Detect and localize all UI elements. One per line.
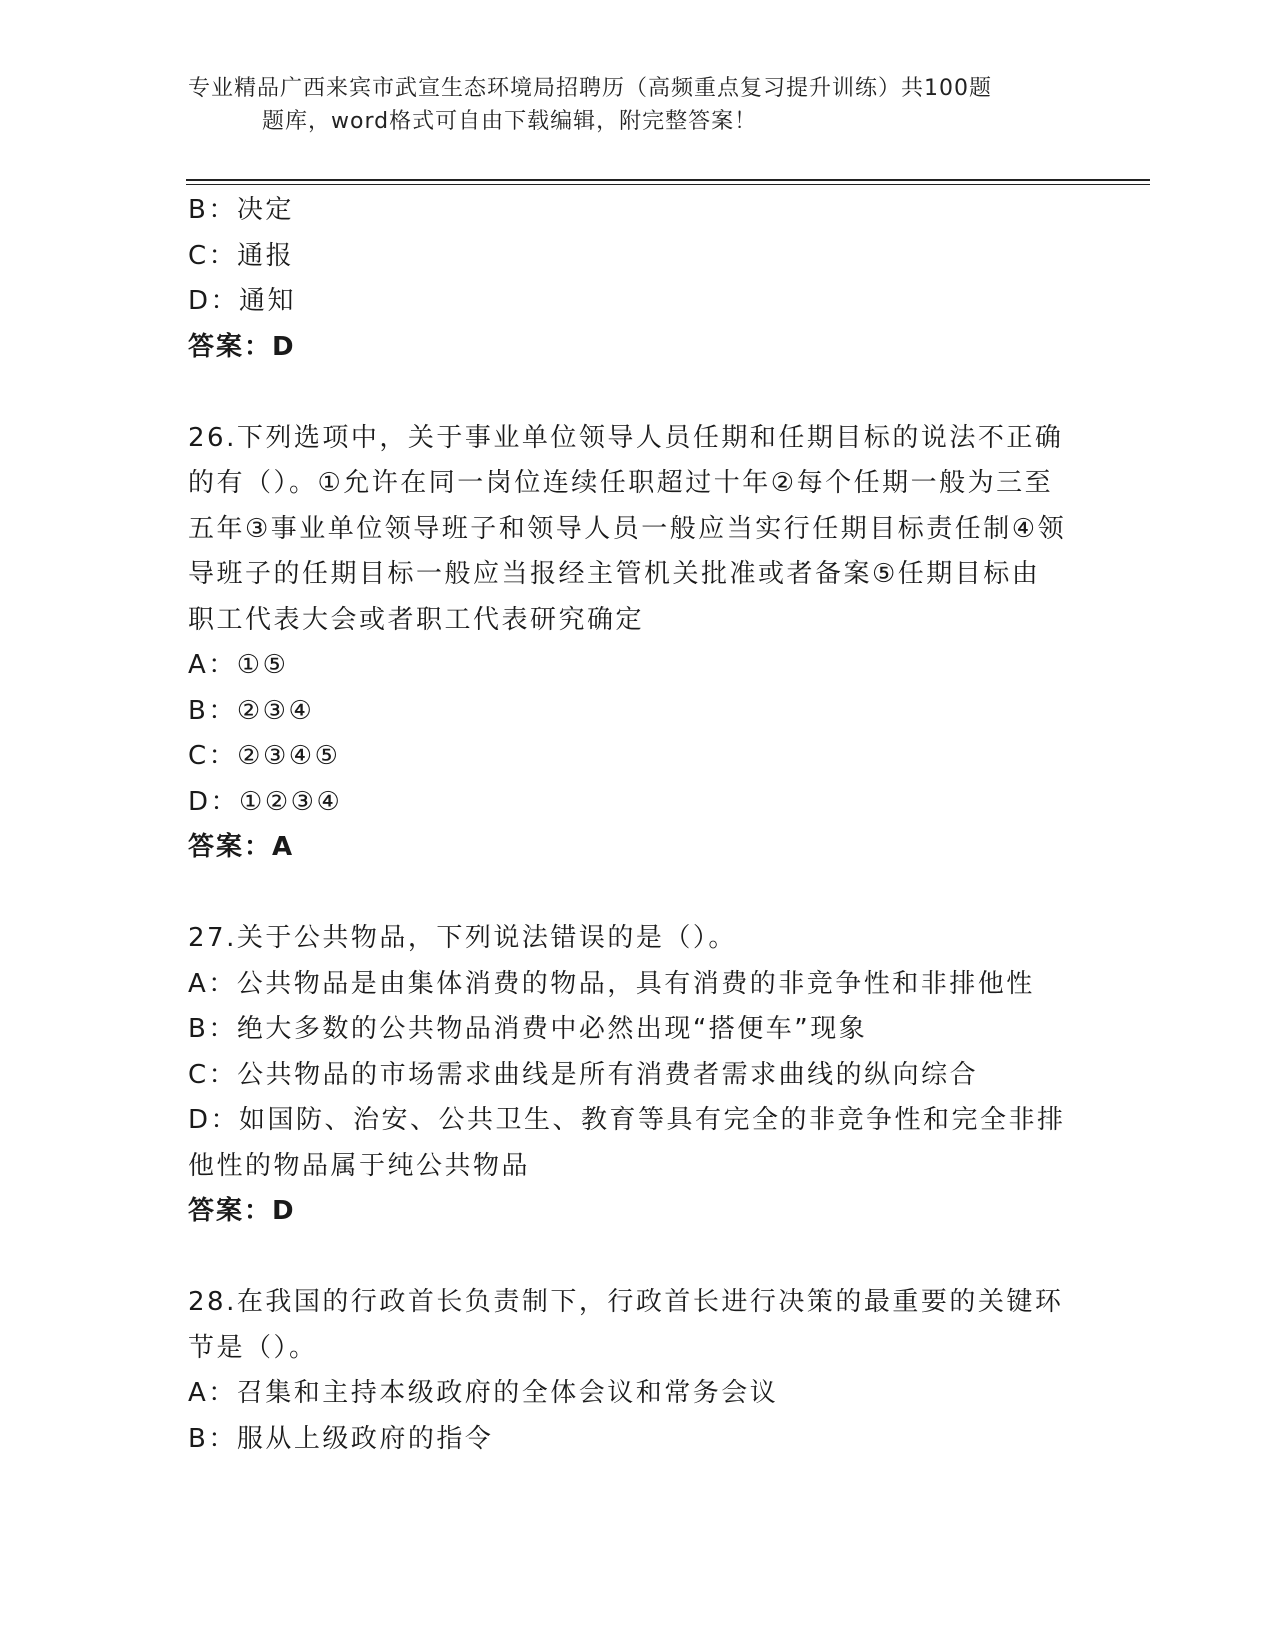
- header-title-line1: 专业精品广西来宾市武宣生态环境局招聘历（高频重点复习提升训练）共100题: [188, 76, 992, 101]
- answer-line: 答案：A: [188, 832, 295, 862]
- option-d: D：如国防、治安、公共卫生、教育等具有完全的非竞争性和完全非排他性的物品属于纯公共物品: [188, 1105, 1066, 1181]
- question-28: [188, 1280, 1068, 1462]
- spacer: [188, 871, 1068, 917]
- header-divider-top: [186, 179, 1150, 181]
- option-d: D：通知: [188, 286, 297, 316]
- question-stem: 28.在我国的行政首长负责制下，行政首长进行决策的最重要的关键环节是（）。: [188, 1287, 1064, 1363]
- option-a: A：①⑤: [188, 650, 289, 680]
- document-header: [188, 72, 1088, 138]
- question-27: [188, 916, 1068, 1235]
- option-c: C：②③④⑤: [188, 741, 341, 771]
- previous-question-tail: [188, 188, 1068, 370]
- question-26: [188, 416, 1068, 871]
- option-d: D：①②③④: [188, 786, 343, 817]
- option-b: B：②③④: [188, 695, 315, 726]
- option-c: C：通报: [188, 240, 295, 271]
- option-c: C：公共物品的市场需求曲线是所有消费者需求曲线的纵向综合: [188, 1059, 979, 1090]
- option-b: B：绝大多数的公共物品消费中必然出现“搭便车”现象: [188, 1014, 868, 1044]
- question-stem: 26.下列选项中，关于事业单位领导人员任期和任期目标的说法不正确的有（）。①允许在同一岗位连续任职超过十年②每个任期一般为三至五年③事业单位领导班子和领导人员一般应当实行任期目标责任制④领导班子的任期目标一般应当报经主管机关批准或者备案⑤任期目标由职工代表大会或者职工代表研究确定: [188, 422, 1067, 635]
- answer-line: 答案：D: [188, 1196, 296, 1226]
- spacer: [188, 1235, 1068, 1281]
- header-divider-bottom: [186, 184, 1150, 185]
- option-b: B：决定: [188, 195, 294, 225]
- option-a: A：公共物品是由集体消费的物品，具有消费的非竞争性和非排他性: [188, 968, 1035, 999]
- option-b: B：服从上级政府的指令: [188, 1423, 494, 1454]
- option-a: A：召集和主持本级政府的全体会议和常务会议: [188, 1378, 779, 1408]
- header-title-line2: 题库，word格式可自由下载编辑，附完整答案！: [262, 109, 758, 134]
- question-stem: 27.关于公共物品，下列说法错误的是（）。: [188, 923, 737, 953]
- answer-line: 答案：D: [188, 331, 296, 362]
- document-body: [188, 188, 1068, 1462]
- spacer: [188, 370, 1068, 416]
